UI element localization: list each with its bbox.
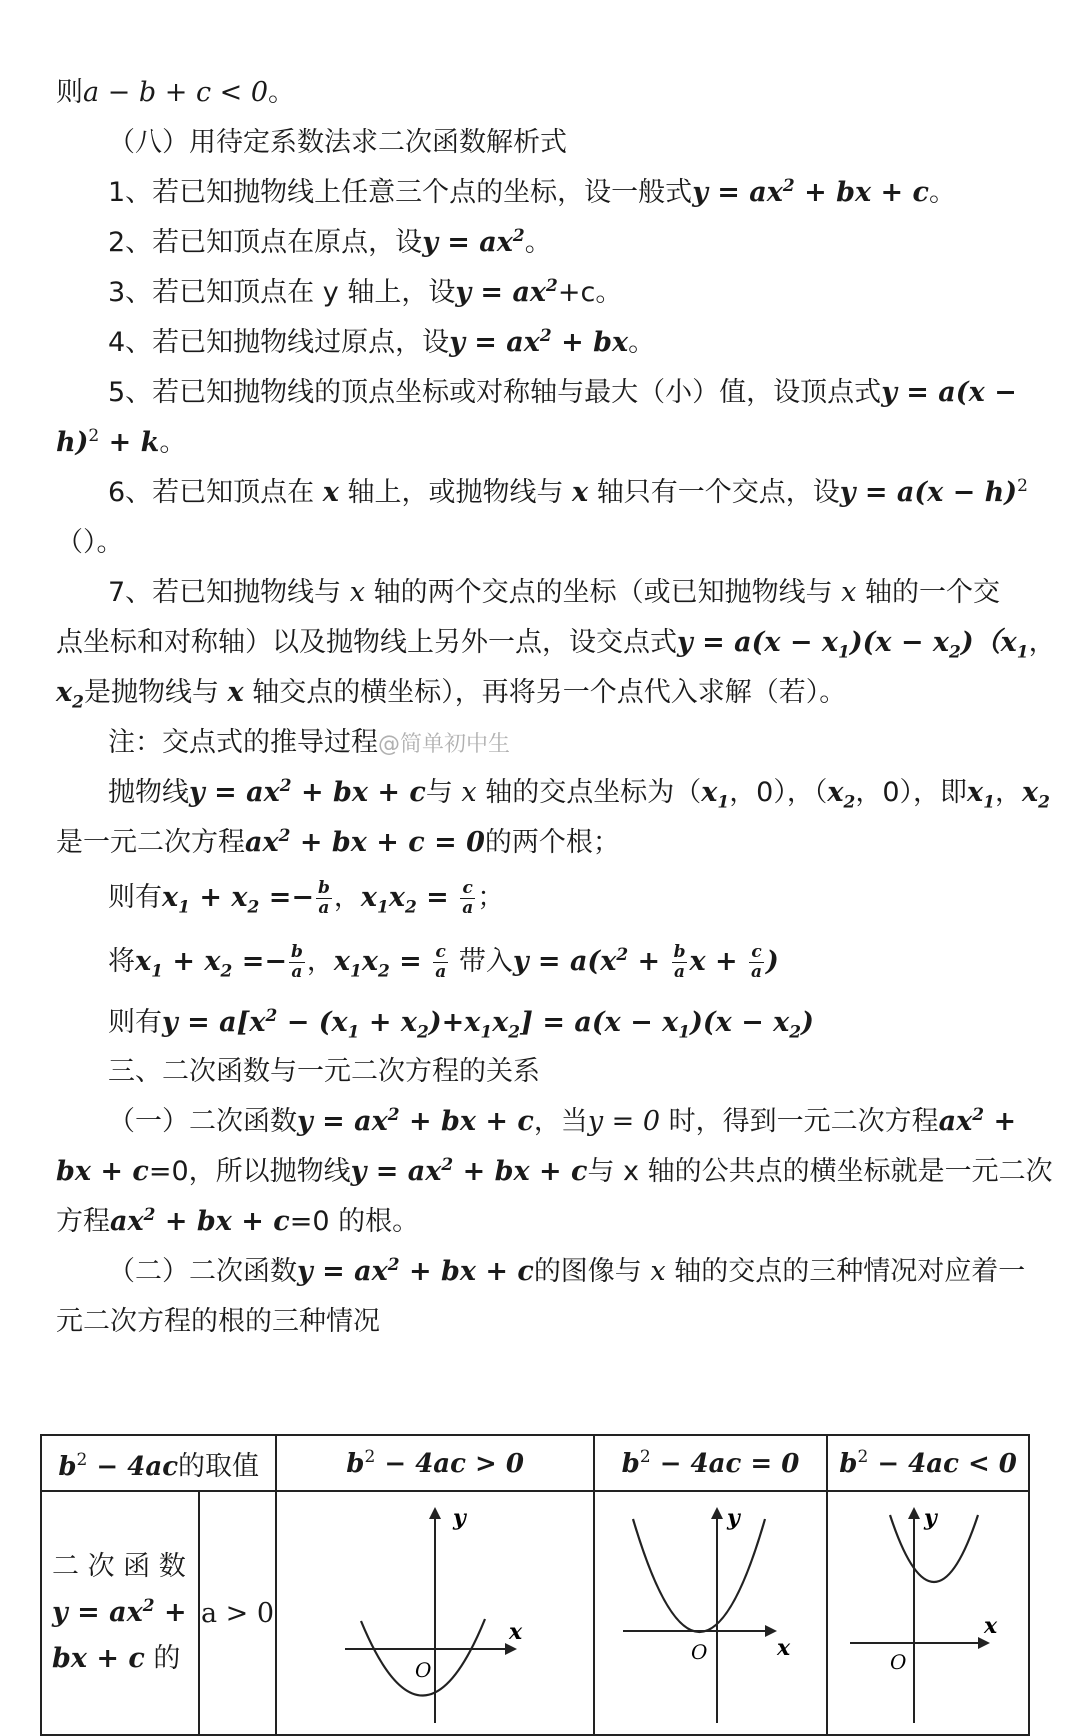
text-line: 则a − b + c < 0。 — [56, 77, 296, 108]
text-line: $x_2$是抛物线与 x 轴交点的横坐标），再将另一个点代入求解（若）。 — [56, 677, 847, 713]
text-line: 3、若已知顶点在 y 轴上，设$y = ax^2+c$。 — [108, 276, 623, 308]
note-line: 注：交点式的推导过程@简单初中生 — [108, 727, 511, 758]
table-graph-cell — [827, 1491, 1029, 1735]
y-axis-arrow — [908, 1507, 920, 1519]
text-line: 抛物线$y = ax^2$ + bx + c与 x 轴的交点坐标为（$x_1$，0），（$x_2$，0），即$x_1$，$x_2$ — [108, 776, 1050, 813]
fraction: $\frac{b}{a}$ — [317, 878, 330, 918]
formula-line: 将$x_1 + x_2$ =− $\frac{b}{a}$ ，$x_1x_2$ = $\frac{c}{a}$ 带入$y = a(x^2$ + $\frac{b}{a}$ x + $\frac{c}{a}$ ) — [108, 942, 779, 982]
y-axis-label: y — [924, 1505, 937, 1531]
origin-label: O — [691, 1640, 708, 1664]
text-line: （二）二次函数$y = ax^2$ + bx + c的图像与 x 轴的交点的三种情况对应着一 — [108, 1255, 1026, 1287]
discriminant-table — [40, 1434, 1030, 1736]
formula-line: 则有$x_1 + x_2$ =− $\frac{b}{a}$ ，$x_1x_2$ = $\frac{c}{a}$ ； — [108, 878, 505, 918]
x-axis-arrow — [765, 1625, 777, 1637]
table-graph-cell — [276, 1491, 593, 1735]
table-condition-cell: a > 0 — [199, 1491, 277, 1735]
origin-label: O — [415, 1658, 432, 1682]
graph-one-root — [605, 1501, 815, 1725]
section-heading: 三、二次函数与一元二次方程的关系 — [108, 1056, 540, 1087]
text-line: 2、若已知顶点在原点，设$y = ax^2$。 — [108, 226, 552, 258]
fraction: $\frac{b}{a}$ — [290, 942, 303, 982]
section-heading: （八）用待定系数法求二次函数解析式 — [108, 127, 567, 158]
graph-two-roots — [305, 1501, 565, 1725]
parabola-curve — [633, 1519, 765, 1632]
table-label-cell: 二 次 函 数 $y = ax^2$ + bx + c 的 — [41, 1491, 199, 1735]
formula-line: 则有$y = a[x^2 - (x_1 + x_2)+x_1x_2] = a(x - x_1)(x - x_2)$ — [108, 1006, 814, 1043]
text-line: 方程$ax^2$ + bx + c=0 的根。 — [56, 1205, 420, 1237]
text-line: 元二次方程的根的三种情况 — [56, 1306, 380, 1337]
y-axis-arrow — [429, 1507, 441, 1519]
text-line: 1、若已知抛物线上任意三个点的坐标，设一般式$y = ax^2$ + bx + c。 — [108, 176, 956, 208]
y-axis-arrow — [711, 1507, 723, 1519]
text-line: 4、若已知抛物线过原点，设$y = ax^2$ + bx。 — [108, 326, 656, 358]
x-axis-label: x — [509, 1619, 523, 1645]
x-axis-label: x — [984, 1613, 998, 1639]
text-line: 6、若已知顶点在 x 轴上，或抛物线与 x 轴只有一个交点，设$y = a(x - h)^2$ — [108, 476, 1028, 508]
x-axis-label: x — [777, 1635, 791, 1661]
table-header-cell: $b^2 - 4ac = 0$ — [594, 1435, 827, 1491]
fraction: $\frac{c}{a}$ — [435, 942, 447, 982]
table-header-row — [41, 1435, 1029, 1491]
graph-no-root — [838, 1501, 1018, 1725]
text-line: （）。 — [56, 527, 124, 558]
y-axis-label: y — [727, 1505, 741, 1531]
text-line: 5、若已知抛物线的顶点坐标或对称轴与最大（小）值，设顶点式y = a(x − — [108, 377, 1017, 408]
text-line: bx + c=0，所以抛物线$y = ax^2$ + bx + c与 x 轴的公共点的横坐标就是一元二次 — [56, 1155, 1053, 1187]
origin-label: O — [890, 1650, 907, 1674]
table-header-cell: $b^2 - 4ac$的取值 — [41, 1435, 276, 1491]
watermark: @简单初中生 — [378, 732, 511, 757]
text-line: h)$^2$ + k。 — [56, 426, 187, 458]
table-header-cell: $b^2 - 4ac > 0$ — [276, 1435, 593, 1491]
text-line: 7、若已知抛物线与 x 轴的两个交点的坐标（或已知抛物线与 x 轴的一个交 — [108, 577, 1000, 608]
fraction: $\frac{c}{a}$ — [462, 878, 474, 918]
table-graph-cell — [594, 1491, 827, 1735]
table-row — [41, 1491, 1029, 1735]
text-line: 是一元二次方程$ax^2$ + bx + c = 0的两个根； — [56, 826, 620, 858]
text-line: 点坐标和对称轴）以及抛物线上另外一点，设交点式$y = a(x - x_1)(x - x_2)(x_1$， — [56, 627, 1056, 663]
fraction: $\frac{c}{a}$ — [751, 942, 763, 982]
text-line: （一）二次函数$y = ax^2$ + bx + c，当y = 0 时，得到一元二次方程$ax^2$ + — [108, 1105, 1017, 1137]
fraction: $\frac{b}{a}$ — [673, 942, 686, 982]
y-axis-label: y — [453, 1505, 466, 1531]
table-header-cell: $b^2 - 4ac < 0$ — [827, 1435, 1029, 1491]
